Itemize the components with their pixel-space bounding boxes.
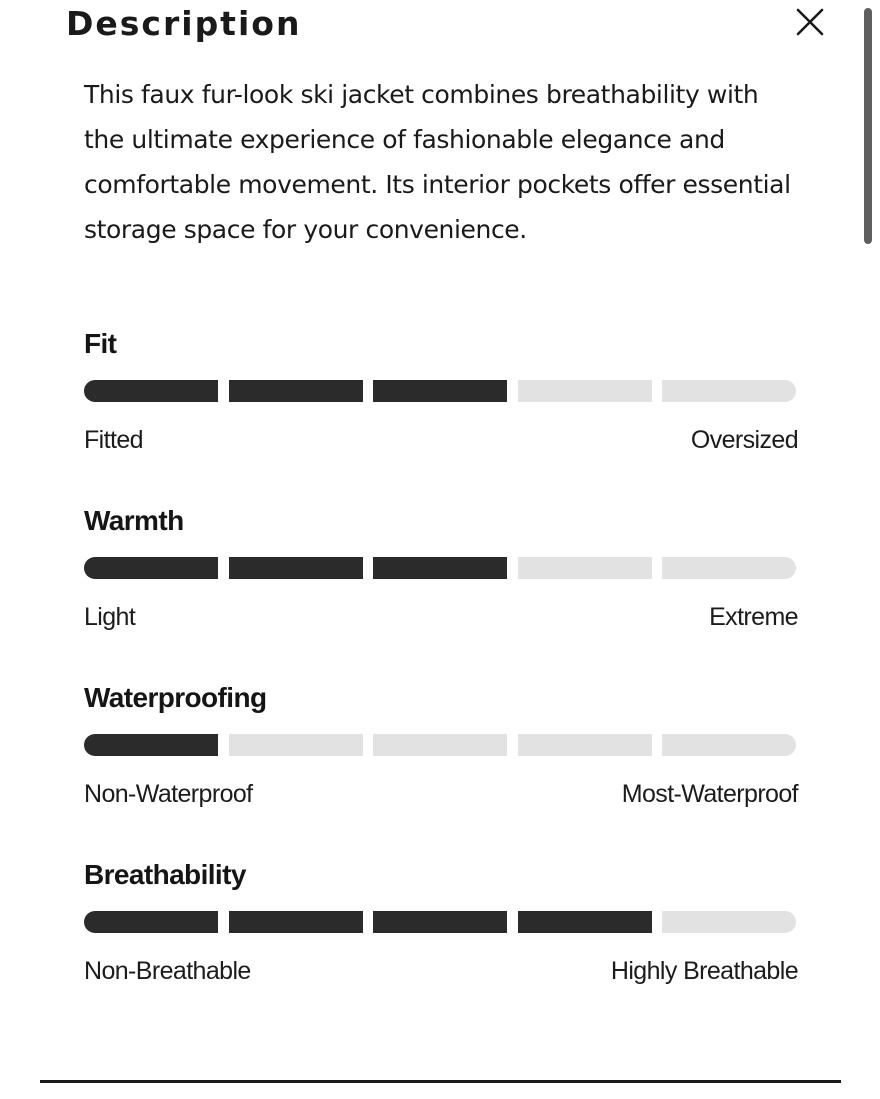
rating-segment-filled <box>84 734 218 756</box>
rating-segment-filled <box>229 380 363 402</box>
rating-title: Fit <box>84 328 117 359</box>
rating-segment-empty <box>373 734 507 756</box>
rating-segment-filled <box>84 557 218 579</box>
rating-title: Breathability <box>84 859 246 890</box>
rating-title: Waterproofing <box>84 682 267 713</box>
rating-min-label: Non-Breathable <box>84 957 251 985</box>
rating-title: Warmth <box>84 505 184 536</box>
rating-fit <box>84 328 798 454</box>
rating-segment-empty <box>518 734 652 756</box>
rating-max-label: Extreme <box>709 603 798 631</box>
rating-waterproofing <box>84 682 798 808</box>
rating-segment-empty <box>662 911 796 933</box>
rating-warmth <box>84 505 798 631</box>
rating-segment-filled <box>373 911 507 933</box>
rating-segment-filled <box>518 911 652 933</box>
rating-segment-filled <box>373 380 507 402</box>
rating-segment-filled <box>229 557 363 579</box>
rating-bar <box>84 380 798 402</box>
rating-segment-empty <box>518 380 652 402</box>
rating-segment-empty <box>229 734 363 756</box>
rating-min-label: Light <box>84 603 136 631</box>
close-button[interactable] <box>790 2 830 42</box>
scrollbar-thumb[interactable] <box>864 8 872 244</box>
rating-segment-empty <box>662 380 796 402</box>
product-description: This faux fur-look ski jacket combines breathability with the ultimate experience of fashionable elegance and comfortable movement. Its interior pockets offer essential storage space for your convenience. <box>84 80 791 244</box>
panel-title: Description <box>66 4 302 43</box>
rating-segment-empty <box>662 557 796 579</box>
rating-segment-filled <box>373 557 507 579</box>
bottom-divider <box>40 1080 841 1083</box>
rating-segment-empty <box>518 557 652 579</box>
rating-segment-empty <box>662 734 796 756</box>
rating-breathability <box>84 859 798 985</box>
close-icon <box>790 2 830 42</box>
rating-segment-filled <box>229 911 363 933</box>
rating-bar <box>84 734 798 756</box>
rating-max-label: Most-Waterproof <box>621 780 798 808</box>
rating-segment-filled <box>84 911 218 933</box>
rating-max-label: Oversized <box>690 426 798 454</box>
rating-segment-filled <box>84 380 218 402</box>
rating-max-label: Highly Breathable <box>610 957 798 985</box>
rating-bar <box>84 557 798 579</box>
rating-min-label: Fitted <box>84 426 143 454</box>
rating-min-label: Non-Waterproof <box>84 780 253 808</box>
rating-bar <box>84 911 798 933</box>
